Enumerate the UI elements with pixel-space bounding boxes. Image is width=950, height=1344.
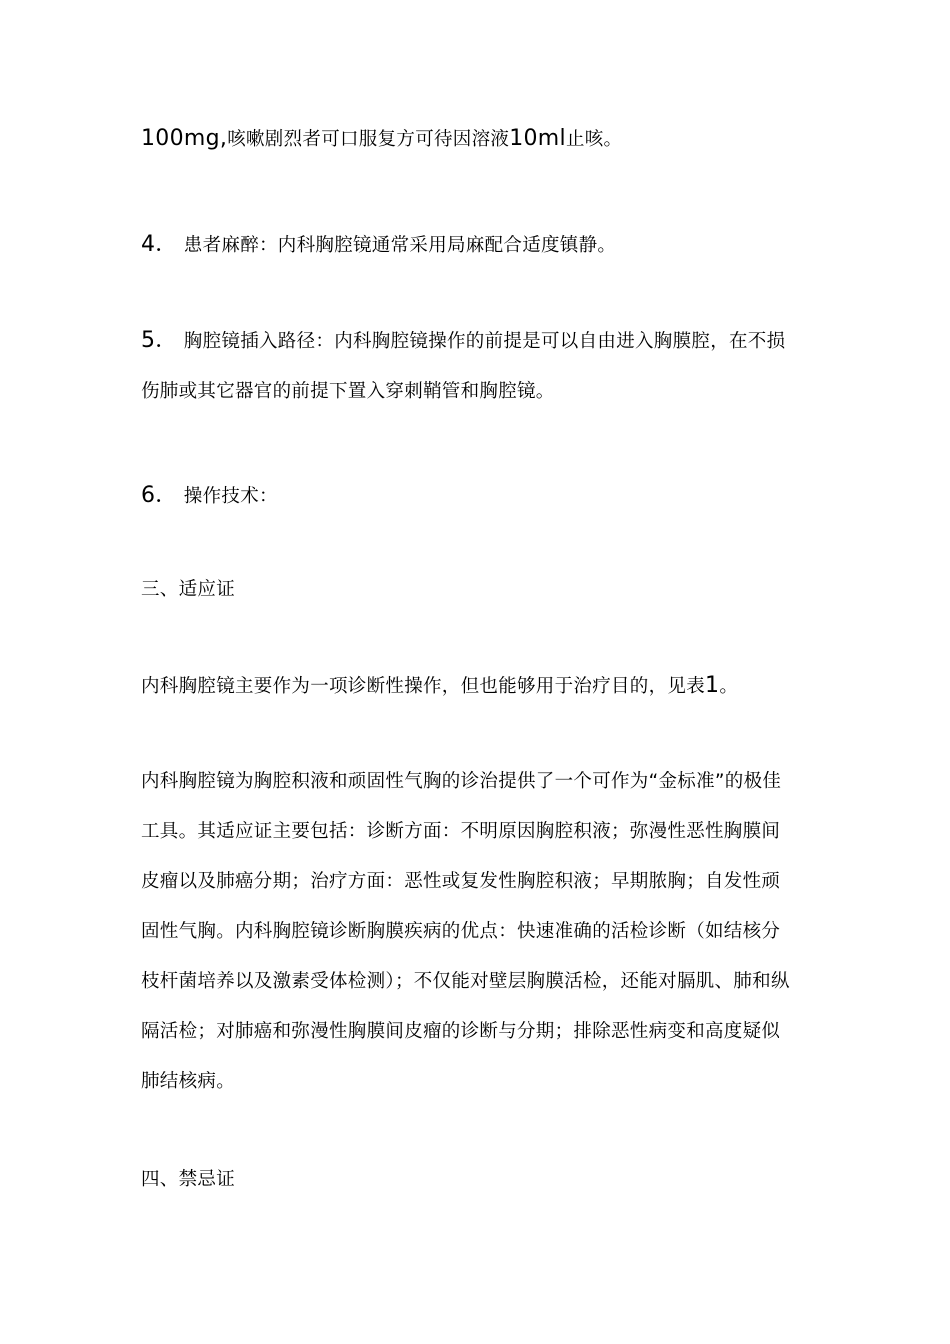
table-reference-number: 1 [705,673,720,698]
paragraph-text: 咳嗽剧烈者可口服复方可待因溶液 [227,129,510,150]
paragraph-indications-detail: 内科胸腔镜为胸腔积液和顽固性气胸的诊治提供了一个可作为“金标准”的极佳工具。其适应证主要包括：诊断方面：不明原因胸腔积液；弥漫性恶性胸膜间皮瘤以及肺癌分期；治疗方面：恶性或复发性胸腔积液；早期脓胸；自发性顽固性气胸。内科胸腔镜诊断胸膜疾病的优点：快速准确的活检诊断（如结核分枝杆菌培养以及激素受体检测）；不仅能对壁层胸膜活检，还能对膈肌、肺和纵隔活检；对肺癌和弥漫性胸膜间皮瘤的诊断与分期；排除恶性病变和高度疑似肺结核病。 [141,771,790,1092]
section-heading-contraindications: 四、禁忌证 [141,1169,236,1190]
list-item-text: 操作技术： [183,486,278,507]
paragraph-text-end: 。 [719,676,739,697]
list-item-5 [141,316,796,417]
list-number: 6． [141,483,178,508]
list-item-text: 患者麻醉：内科胸腔镜通常采用局麻配合适度镇静。 [183,235,617,256]
volume-number: 10ml [509,126,566,151]
paragraph-indications-intro [141,661,796,712]
paragraph-continuation [141,114,796,165]
list-number: 4． [141,232,178,257]
list-item-6 [141,471,796,522]
paragraph-text: 内科胸腔镜主要作为一项诊断性操作，但也能够用于治疗目的，见表 [141,676,706,697]
list-number: 5． [141,328,178,353]
list-item-text: 胸腔镜插入路径：内科胸腔镜操作的前提是可以自由进入胸膜腔，在不损伤肺或其它器官的前提下置入穿刺鞘管和胸腔镜。 [141,331,786,402]
section-heading-indications: 三、适应证 [141,579,236,600]
list-item-4 [141,220,796,271]
dosage-number: 100mg, [141,126,228,151]
paragraph-text-end: 止咳。 [565,129,623,150]
